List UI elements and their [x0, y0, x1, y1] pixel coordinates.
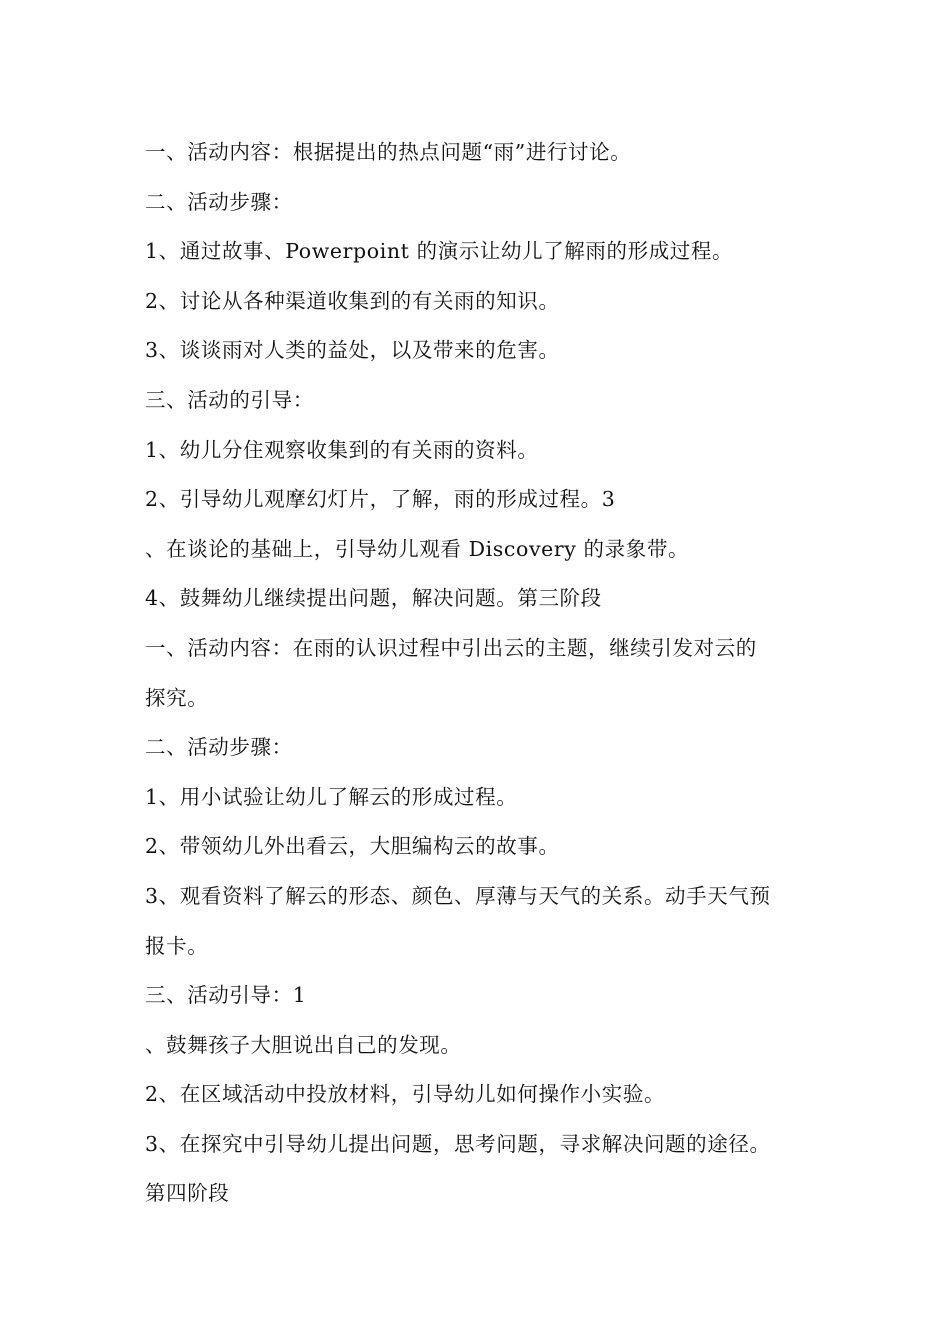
text-line: 三、活动引导：1	[145, 983, 307, 1008]
text-line: 一、活动内容：根据提出的热点问题“雨”进行讨论。	[145, 140, 632, 164]
text-line: 2、引导幼儿观摩幻灯片，了解，雨的形成过程。3	[145, 487, 616, 512]
text-line: 一、活动内容：在雨的认识过程中引出云的主题，继续引发对云的	[145, 635, 757, 660]
text-line: 1、幼儿分住观察收集到的有关雨的资料。	[145, 437, 539, 462]
text-line: 1、用小试验让幼儿了解云的形成过程。	[145, 784, 518, 809]
text-line: 1、通过故事、Powerpoint 的演示让幼儿了解雨的形成过程。	[145, 239, 734, 264]
text-line: 3、谈谈雨对人类的益处，以及带来的危害。	[145, 338, 560, 363]
text-line: 3、在探究中引导幼儿提出问题，思考问题，寻求解决问题的途径。	[145, 1131, 771, 1156]
text-line: 第四阶段	[145, 1181, 230, 1206]
text-line: 二、活动步骤：	[145, 189, 293, 214]
text-line: 2、带领幼儿外出看云，大胆编构云的故事。	[145, 834, 560, 859]
document-body	[145, 128, 825, 1219]
text-line: 2、讨论从各种渠道收集到的有关雨的知识。	[145, 288, 560, 313]
text-line: 三、活动的引导：	[145, 387, 314, 412]
text-line: 3、观看资料了解云的形态、颜色、厚薄与天气的关系。动手天气预	[145, 883, 771, 908]
text-line: 、鼓舞孩子大胆说出自己的发现。	[145, 1032, 462, 1057]
text-line: 4、鼓舞幼儿继续提出问题，解决问题。第三阶段	[145, 586, 602, 611]
text-line: 报卡。	[145, 933, 209, 958]
text-line: 2、在区域活动中投放材料，引导幼儿如何操作小实验。	[145, 1082, 666, 1107]
text-line: 探究。	[145, 685, 209, 710]
text-line: 、在谈论的基础上，引导幼儿观看 Discovery 的录象带。	[145, 536, 690, 561]
text-line: 二、活动步骤：	[145, 735, 293, 760]
